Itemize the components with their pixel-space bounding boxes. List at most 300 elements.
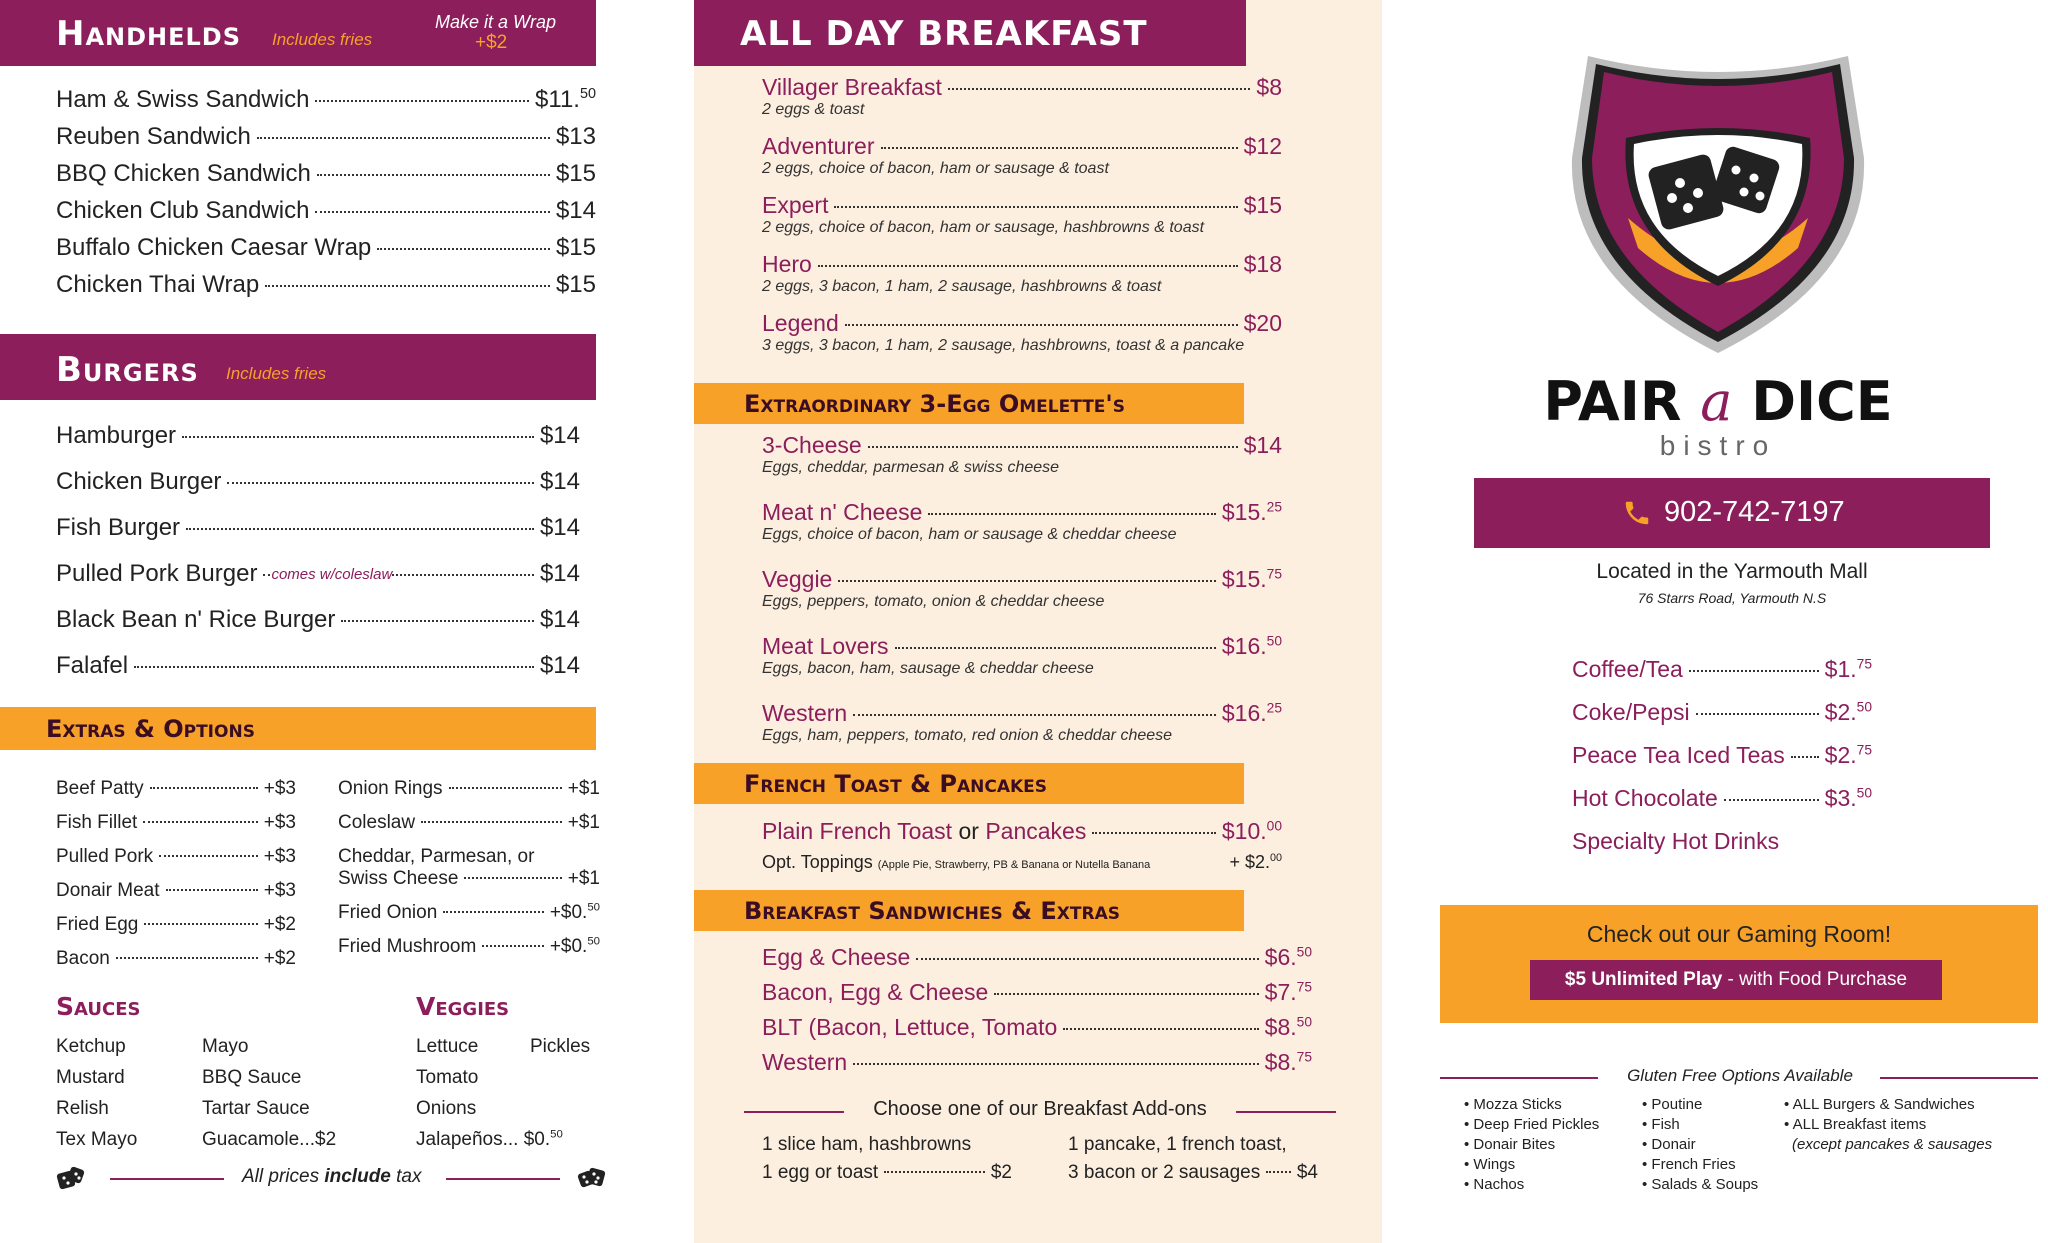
dot-leader	[449, 787, 562, 789]
item-name: Hero	[762, 251, 812, 277]
burgers-note: Includes fries	[226, 364, 327, 383]
item-price	[1222, 566, 1282, 593]
item-price	[1222, 700, 1282, 727]
item-name: Fried Onion	[338, 902, 438, 923]
menu-item: Specialty Hot Drinks	[1572, 828, 1780, 854]
menu-item	[762, 1014, 1312, 1041]
price-value: $14	[539, 422, 580, 449]
item-price	[1256, 74, 1282, 101]
sauce-item: Mustard	[56, 1067, 125, 1088]
price-value: $18	[1243, 251, 1282, 277]
dot-leader	[881, 147, 1238, 149]
menu-item	[762, 633, 1282, 660]
item-price	[540, 422, 580, 450]
item-name: Fish Burger	[56, 514, 181, 541]
dot-leader	[182, 436, 534, 438]
menu-item	[56, 197, 596, 225]
dot-leader	[341, 620, 534, 622]
breakfast-title: ALL DAY BREAKFAST	[740, 14, 1148, 54]
price-cents: 75	[1296, 979, 1312, 995]
item-name: Pulled Pork Burger	[56, 560, 258, 587]
dot-leader	[1689, 670, 1819, 672]
menu-item	[1572, 742, 1872, 769]
gaming-box	[1440, 905, 2038, 1023]
item-price	[1825, 785, 1872, 812]
price-value: $15.	[1221, 499, 1267, 525]
item-price	[556, 160, 596, 188]
menu-item	[762, 566, 1282, 593]
sauce-item: Ketchup	[56, 1036, 126, 1057]
item-name: Donair Meat	[56, 880, 160, 901]
dot-leader	[1696, 713, 1819, 715]
extras-header	[0, 707, 596, 750]
menu-item	[338, 902, 600, 924]
location: Located in the Yarmouth Mall	[1596, 560, 1868, 583]
dot-leader	[159, 855, 258, 857]
logo-shield-icon	[1568, 48, 1868, 358]
wrap-note: Make it a Wrap	[435, 12, 557, 32]
item-description: 2 eggs, 3 bacon, 1 ham, 2 sausage, hashbrowns & toast	[762, 278, 1162, 295]
item-name: Ham & Swiss Sandwich	[56, 86, 310, 113]
menu-item	[338, 936, 600, 958]
sauce-item: Tartar Sauce	[202, 1098, 310, 1119]
item-name: Black Bean n' Rice Burger	[56, 606, 336, 633]
menu-item	[762, 74, 1282, 119]
handhelds-note: Includes fries	[272, 30, 373, 49]
dot-leader	[315, 211, 549, 213]
menu-item	[56, 422, 580, 450]
item-price	[264, 914, 296, 936]
dot-leader	[150, 787, 258, 789]
item-name: 3-Cheese	[762, 432, 862, 458]
addon-option-2: 1 pancake, 1 french toast, 3 bacon or 2 sausages $4	[1068, 1134, 1318, 1183]
dot-leader	[257, 137, 550, 139]
sauces-title: Sauces	[56, 992, 141, 1021]
item-price	[568, 812, 600, 834]
menu-item	[762, 700, 1282, 745]
item-price	[556, 271, 596, 299]
item-price	[540, 606, 580, 634]
dot-leader	[1791, 756, 1819, 758]
footer-note	[56, 1164, 612, 1192]
item-name: Bacon	[56, 948, 110, 969]
menu-item	[338, 868, 600, 890]
item-name: Villager Breakfast	[762, 74, 942, 100]
dot-leader	[853, 714, 1216, 716]
dot-leader	[818, 265, 1238, 267]
toppings-detail: (Apple Pie, Strawberry, PB & Banana or Nutella Banana	[877, 859, 1151, 871]
price-value: $14	[539, 468, 580, 495]
item-name: BBQ Chicken Sandwich	[56, 160, 311, 187]
sauce-item: Tex Mayo	[56, 1129, 138, 1150]
dot-leader	[482, 945, 543, 947]
menu-item	[56, 234, 596, 262]
address: 76 Starrs Road, Yarmouth N.S	[1637, 590, 1827, 606]
price-value: +$2	[263, 914, 296, 935]
menu-item	[762, 979, 1312, 1006]
dot-leader	[186, 528, 534, 530]
menu-item	[762, 74, 1282, 101]
item-price	[1265, 1014, 1312, 1041]
item-description: Eggs, bacon, ham, sausage & cheddar cheese	[762, 660, 1094, 677]
veggie-item: Lettuce	[416, 1036, 479, 1057]
menu-item	[762, 499, 1282, 526]
dot-leader	[443, 911, 544, 913]
item-price	[264, 778, 296, 800]
gaming-offer[interactable]: $5 Unlimited Play - with Food Purchase	[1530, 960, 1942, 1000]
dot-leader	[315, 100, 529, 102]
menu-item	[762, 432, 1282, 477]
menu-item	[338, 778, 600, 800]
addon-option-1: 1 slice ham, hashbrowns 1 egg or toast $2	[762, 1134, 1012, 1183]
item-price	[1265, 944, 1312, 971]
burgers-title: Burgers	[56, 350, 199, 390]
item-name: Coffee/Tea	[1572, 656, 1683, 682]
menu-item	[762, 700, 1282, 727]
bfast-sandwiches-title: Breakfast Sandwiches & Extras	[744, 897, 1120, 925]
price-value: $2.	[1824, 742, 1857, 768]
dot-leader	[916, 958, 1258, 960]
dot-leader	[868, 446, 1238, 448]
item-name: BLT (Bacon, Lettuce, Tomato	[762, 1014, 1058, 1040]
item-price	[540, 560, 580, 588]
sauces-col2	[202, 1036, 336, 1160]
item-price	[540, 514, 580, 542]
french-toast-header	[694, 763, 1244, 804]
item-description: 2 eggs, choice of bacon, ham or sausage, hashbrowns & toast	[762, 219, 1205, 236]
veggies-title: Veggies	[416, 992, 510, 1021]
dot-leader	[845, 324, 1238, 326]
price-cents: 50	[1296, 1014, 1312, 1030]
price-value: +$3	[263, 812, 296, 833]
item-price	[264, 812, 296, 834]
menu-item	[56, 560, 580, 588]
gluten-col3: • ALL Burgers & Sandwiches • ALL Breakfast items (except pancakes & sausages	[1784, 1096, 1993, 1153]
item-name: Western	[762, 700, 848, 726]
price-value: $6.	[1264, 944, 1297, 970]
dot-leader	[263, 566, 534, 583]
price-cents: 75	[1266, 566, 1282, 582]
price-value: $15	[1243, 192, 1282, 218]
item-name: Fish Fillet	[56, 812, 138, 833]
price-value: +$1	[567, 778, 600, 799]
item-price	[1244, 432, 1282, 459]
dice-icon	[576, 1164, 606, 1192]
menu-item	[56, 86, 596, 114]
brand-name: PAIR a DICE	[1543, 370, 1893, 433]
item-name: Pulled Pork	[56, 846, 154, 867]
item-name: Western	[762, 1049, 848, 1075]
item-price	[556, 234, 596, 262]
price-value: $14	[1243, 432, 1282, 458]
price-value: $14	[555, 197, 596, 224]
menu-item	[762, 1049, 1312, 1076]
item-name: Expert	[762, 192, 829, 218]
dot-leader	[134, 666, 534, 668]
omelettes-title: Extraordinary 3-Egg Omelette's	[744, 390, 1126, 418]
price-cents: 50	[587, 935, 600, 948]
price-value: $20	[1243, 310, 1282, 336]
item-price	[1222, 633, 1282, 660]
sauce-item: Relish	[56, 1098, 109, 1119]
price-value: +$3	[263, 880, 296, 901]
dot-leader	[838, 580, 1216, 582]
veggie-item: Jalapeños... $0.50	[416, 1128, 563, 1150]
item-name: Coke/Pepsi	[1572, 699, 1690, 725]
item-price	[1825, 742, 1872, 769]
item-price	[1222, 499, 1282, 526]
price-cents: 75	[1296, 1049, 1312, 1065]
gluten-rule-left	[1440, 1077, 1598, 1079]
price-cents: 50	[1296, 944, 1312, 960]
menu-item	[1572, 785, 1872, 812]
item-description: 3 eggs, 3 bacon, 1 ham, 2 sausage, hashbrowns, toast & a pancake	[762, 337, 1245, 354]
price-value: $7.	[1264, 979, 1297, 1005]
phone-box[interactable]	[1474, 478, 1990, 548]
menu-item	[762, 251, 1282, 296]
dot-leader	[895, 647, 1216, 649]
item-name: Beef Patty	[56, 778, 144, 799]
gluten-col2: • Poutine • Fish • Donair • French Fries • Salads & Soups	[1642, 1096, 1759, 1193]
item-name: Veggie	[762, 566, 833, 592]
brand-sub: bistro	[1659, 430, 1777, 461]
item-name: Chicken Burger	[56, 468, 222, 495]
item-price	[556, 197, 596, 225]
price-value: $3.	[1824, 785, 1857, 811]
phone-icon	[1622, 498, 1652, 528]
footer-rule-right	[446, 1178, 560, 1180]
price-value: +$3	[263, 846, 296, 867]
price-value: $14	[539, 652, 580, 679]
menu-item	[56, 778, 296, 800]
dot-leader	[144, 923, 257, 925]
item-name: Falafel	[56, 652, 129, 679]
menu-item	[338, 812, 600, 834]
sauce-item: Guacamole...$2	[202, 1129, 337, 1150]
price-cents: 50	[1266, 633, 1282, 649]
menu-item	[762, 310, 1282, 355]
veggie-item: Tomato	[416, 1067, 479, 1088]
menu-item	[762, 944, 1312, 971]
handhelds-header	[0, 0, 596, 66]
extras-right	[338, 778, 600, 970]
omelettes-list	[762, 432, 1282, 767]
price-cents: 25	[1266, 499, 1282, 515]
menu-item	[762, 633, 1282, 678]
menu-item	[56, 606, 580, 634]
price-cents: 25	[1266, 700, 1282, 716]
dot-leader	[464, 877, 561, 879]
gaming-title: Check out our Gaming Room!	[1586, 921, 1892, 947]
price-value: $8.	[1264, 1049, 1297, 1075]
item-price	[1244, 251, 1282, 278]
item-description: Eggs, cheddar, parmesan & swiss cheese	[762, 459, 1060, 476]
price-value: $16.	[1221, 633, 1267, 659]
menu-item	[56, 846, 296, 868]
item-name: Hot Chocolate	[1572, 785, 1718, 811]
item-extra-note: comes w/coleslaw	[271, 566, 393, 583]
dot-leader	[421, 821, 562, 823]
menu-item	[56, 652, 580, 680]
menu-item	[1572, 656, 1872, 683]
price-value: $14	[539, 560, 580, 587]
item-name: Fried Mushroom	[338, 936, 477, 957]
gluten-title: Gluten Free Options Available	[1627, 1066, 1853, 1085]
french-toast-row: Plain French Toast or Pancakes $10.00	[762, 818, 1282, 844]
toppings-label: Opt. Toppings	[762, 852, 873, 872]
burgers-header	[0, 334, 596, 400]
item-name: Meat Lovers	[762, 633, 889, 659]
item-price	[1244, 310, 1282, 337]
item-name-prefix: Cheddar, Parmesan, or	[338, 846, 535, 867]
item-price	[568, 778, 600, 800]
menu-item	[56, 880, 296, 902]
menu-item	[56, 468, 580, 496]
price-cents: 50	[579, 86, 596, 102]
price-value: $15	[555, 271, 596, 298]
sauce-item: Mayo	[202, 1036, 249, 1057]
price-value: $8.	[1264, 1014, 1297, 1040]
dot-leader	[116, 957, 258, 959]
dot-leader	[377, 248, 550, 250]
dot-leader	[853, 1063, 1258, 1065]
item-name: Peace Tea Iced Teas	[1572, 742, 1785, 768]
item-price	[556, 123, 596, 151]
item-price	[1244, 133, 1282, 160]
price-cents: 50	[1856, 785, 1872, 801]
price-value: $2.	[1824, 699, 1857, 725]
gluten-rule-right	[1880, 1077, 2038, 1079]
item-price	[1265, 979, 1312, 1006]
item-description: 2 eggs, choice of bacon, ham or sausage & toast	[762, 160, 1109, 177]
item-description: Eggs, peppers, tomato, onion & cheddar cheese	[762, 593, 1105, 610]
item-description: 2 eggs & toast	[762, 101, 865, 118]
price-cents: 75	[1856, 742, 1872, 758]
toppings-row	[762, 852, 1282, 873]
price-value: $1.	[1824, 656, 1857, 682]
menu-item	[762, 133, 1282, 160]
extras-left	[56, 778, 296, 982]
price-value: $12	[1243, 133, 1282, 159]
price-value: $13	[555, 123, 596, 150]
dot-leader	[948, 88, 1251, 90]
item-name: Onion Rings	[338, 778, 443, 799]
dot-leader	[1724, 799, 1819, 801]
dot-leader	[143, 821, 257, 823]
price-cents: 75	[1856, 656, 1872, 672]
price-value: +$0.	[549, 902, 588, 923]
price-value: +$1	[567, 868, 600, 889]
toppings-price: + $2.00	[1229, 852, 1282, 872]
bfast-sandwiches-header	[694, 890, 1244, 931]
item-price	[1825, 699, 1872, 726]
burgers-list	[56, 422, 580, 698]
drinks-list	[1572, 656, 1872, 855]
addons-rule-right	[1236, 1111, 1336, 1113]
item-price	[550, 936, 600, 958]
bfast-sandwiches-list	[762, 944, 1312, 1084]
menu-item	[762, 192, 1282, 219]
item-price	[535, 86, 596, 114]
menu-item	[762, 133, 1282, 178]
menu-item	[762, 310, 1282, 337]
gluten-col1: • Mozza Sticks • Deep Fried Pickles • Donair Bites • Wings • Nachos	[1464, 1096, 1600, 1193]
price-value: $14	[539, 514, 580, 541]
phone-number: 902-742-7197	[1664, 496, 1845, 528]
item-name: Chicken Thai Wrap	[56, 271, 260, 298]
price-value: $8	[1256, 74, 1282, 100]
price-value: +$2	[263, 948, 296, 969]
sauces-col1	[56, 1036, 137, 1160]
price-value: $15	[555, 234, 596, 261]
footer-rule-left	[110, 1178, 224, 1180]
sauce-item: BBQ Sauce	[202, 1067, 302, 1088]
item-price	[540, 652, 580, 680]
item-name: Buffalo Chicken Caesar Wrap	[56, 234, 372, 261]
price-value: +$3	[263, 778, 296, 799]
price-value: $11.	[535, 86, 580, 113]
item-price	[264, 880, 296, 902]
menu-item	[56, 514, 580, 542]
item-name: Coleslaw	[338, 812, 416, 833]
breakfast-header	[694, 0, 1246, 66]
dot-leader	[265, 285, 550, 287]
addons-heading	[744, 1098, 1336, 1124]
item-name: Legend	[762, 310, 839, 336]
veggies-col2	[530, 1036, 590, 1067]
item-price	[568, 868, 600, 890]
item-price	[264, 948, 296, 970]
tax-note: All prices include tax	[242, 1166, 422, 1187]
dot-leader	[317, 174, 550, 176]
dot-leader	[834, 206, 1237, 208]
menu-item	[762, 566, 1282, 611]
item-price	[1265, 1049, 1312, 1076]
item-price	[264, 846, 296, 868]
price-cents: 50	[587, 901, 600, 914]
price-cents: 50	[1856, 699, 1872, 715]
item-name: Bacon, Egg & Cheese	[762, 979, 989, 1005]
dice-icon	[56, 1164, 86, 1192]
item-name: Hamburger	[56, 422, 177, 449]
veggie-item: Pickles	[530, 1036, 591, 1057]
item-name: Egg & Cheese	[762, 944, 911, 970]
price-value: $16.	[1221, 700, 1267, 726]
wrap-price: +$2	[475, 32, 508, 53]
handhelds-title: Handhelds	[56, 14, 242, 54]
menu-item	[56, 160, 596, 188]
veggie-item: Onions	[416, 1098, 477, 1119]
menu-item	[762, 432, 1282, 459]
addons-title: Choose one of our Breakfast Add-ons	[873, 1098, 1207, 1120]
dot-leader	[928, 513, 1216, 515]
menu-item	[762, 192, 1282, 237]
item-price	[1244, 192, 1282, 219]
omelettes-header	[694, 383, 1244, 424]
item-price	[540, 468, 580, 496]
menu-item	[56, 948, 296, 970]
item-name: Meat n' Cheese	[762, 499, 923, 525]
menu-item	[1572, 699, 1872, 726]
handhelds-list	[56, 86, 596, 308]
item-name: Chicken Club Sandwich	[56, 197, 310, 224]
extras-title: Extras & Options	[46, 715, 255, 743]
menu-item	[56, 123, 596, 151]
item-name: Adventurer	[762, 133, 875, 159]
dot-leader	[166, 889, 258, 891]
item-name: Swiss Cheese	[338, 868, 459, 889]
price-value: +$0.	[549, 936, 588, 957]
